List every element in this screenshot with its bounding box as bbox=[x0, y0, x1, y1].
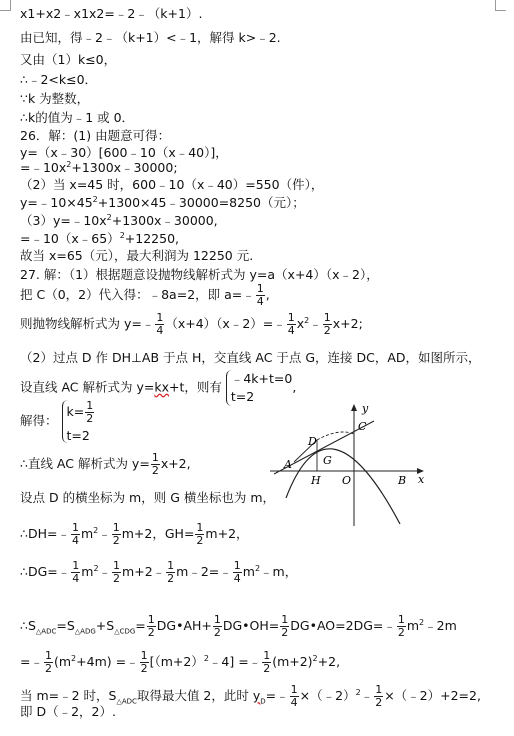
equation-system: k= $\frac{1}{2}$ t=2 bbox=[62, 400, 96, 443]
squiggly-underlined-text: $y_D$ bbox=[252, 688, 266, 706]
fraction: $\frac{1}{2}$ bbox=[147, 613, 155, 639]
text-line: （2）过点 D 作 DH⊥AB 于点 H，交直线 AC 于点 G，连接 DC，AD，如图所示， bbox=[20, 350, 481, 365]
fraction: $\frac{1}{2}$ bbox=[140, 649, 148, 675]
label-b: B bbox=[398, 474, 407, 487]
equation-system: ﹣4k+t=0 t=2 bbox=[226, 370, 293, 406]
page-corner-mark-left bbox=[0, 0, 11, 11]
text-line: 把 C（0，2）代入得：﹣8a=2，即 a=﹣ $\frac{1}{4}$ , bbox=[20, 282, 270, 308]
label-o: O bbox=[342, 474, 352, 487]
text-line: 27. 解：（1）根据题意设抛物线解析式为 y=a（x+4）（x﹣2）， bbox=[20, 267, 379, 282]
fraction: $\frac{1}{2}$ bbox=[397, 613, 405, 639]
label-h: H bbox=[311, 474, 321, 487]
segment-dc bbox=[317, 432, 354, 440]
fraction: $\frac{1}{4}$ bbox=[290, 683, 298, 709]
fraction: $\frac{1}{4}$ bbox=[256, 282, 264, 308]
text-line: ∴k的值为﹣1 或 0． bbox=[20, 110, 135, 125]
fraction: $\frac{1}{2}$ bbox=[196, 521, 204, 547]
label-y: y bbox=[362, 402, 369, 415]
text-line: ∴DG=﹣ $\frac{1}{4}$ $m^2﹣$ $\frac{1}{2}$ m+2﹣ $\frac{1}{2}$ m﹣2=﹣ $\frac{1}{4}$ $m^2﹣m$， bbox=[20, 559, 298, 585]
text-line: $y=﹣10\times 45^2+1300\times 45﹣30000=8250$（元）； bbox=[20, 194, 305, 210]
text-line: 设直线 AC 解析式为 y=kx+t，则有 ﹣4k+t=0 t=2 , bbox=[20, 371, 297, 404]
fraction: $\frac{1}{4}$ bbox=[287, 311, 295, 337]
text-line: y=（x﹣30）[600﹣10（x﹣40）]， bbox=[20, 145, 228, 160]
text-line: 又由（1）k≤0， bbox=[20, 52, 117, 67]
text-line: 解得： k= $\frac{1}{2}$ t=2 bbox=[20, 399, 94, 443]
text-line: $(3)y=﹣10x^2+1300x﹣30000$, bbox=[20, 212, 218, 228]
fraction: $\frac{1}{2}$ bbox=[112, 521, 120, 547]
text-line: =﹣ $\frac{1}{2}$ $(m^2+4m)$ =﹣ $\frac{1}{2}$ $[(m+2)^2﹣4]$ =﹣ $\frac{1}{2}$ $(m+2)^2+2$, bbox=[20, 649, 341, 675]
text-line: 故当 x=65（元），最大利润为 12250 元. bbox=[20, 248, 254, 263]
text-line: ∴直线 AC 解析式为 y= $\frac{1}{2}$ x+2, bbox=[20, 451, 191, 477]
fraction: $\frac{1}{2}$ bbox=[113, 559, 121, 585]
label-a: A bbox=[284, 458, 292, 471]
text-line: ∴﹣2<k≤0． bbox=[20, 72, 98, 87]
text-line: $=﹣10x^2+1300x﹣30000$; bbox=[20, 159, 178, 175]
text-line: 设点 D 的横坐标为 m，则 G 横坐标也为 m， bbox=[20, 490, 276, 505]
text-line: 26．解：(1) 由题意可得： bbox=[20, 128, 171, 143]
fraction: $\frac{1}{2}$ bbox=[213, 613, 221, 639]
fraction: $\frac{1}{2}$ bbox=[281, 613, 289, 639]
fraction: $\frac{1}{2}$ bbox=[86, 399, 94, 425]
text-line: ∴DH=﹣ $\frac{1}{4}$ $m^2﹣$ $\frac{1}{2}$ m+2，GH= $\frac{1}{2}$ m+2， bbox=[20, 521, 249, 547]
page-corner-mark-right bbox=[495, 0, 506, 11]
fraction: $\frac{1}{4}$ bbox=[233, 559, 241, 585]
y-axis-arrow-icon bbox=[351, 404, 357, 411]
fraction: $\frac{1}{4}$ bbox=[72, 559, 80, 585]
text-line: =﹣10（x﹣65）$^2$+12250, bbox=[20, 230, 179, 246]
parabola-figure bbox=[268, 398, 428, 530]
text-line: （2）当 x=45 时，600﹣10（x﹣40）=550（件）， bbox=[20, 177, 324, 192]
fraction: $\frac{1}{2}$ bbox=[151, 451, 159, 477]
label-d: D bbox=[308, 435, 317, 448]
fraction: $\frac{1}{4}$ bbox=[156, 311, 164, 337]
fraction: $\frac{1}{2}$ bbox=[263, 649, 271, 675]
text-line: 当 m=﹣2 时，$S_{\triangle ADC}$取得最大值 2，此时 $y_D=﹣$ $\frac{1}{4}$ ×（﹣2）$^2$﹣ $\frac{1}{2}$ ×（﹣2）+2=2, bbox=[20, 683, 481, 709]
label-g: G bbox=[323, 454, 332, 467]
fraction: $\frac{1}{2}$ bbox=[323, 311, 331, 337]
text-line: ∵k 为整数， bbox=[20, 91, 90, 106]
fraction: $\frac{1}{2}$ bbox=[375, 683, 383, 709]
fraction: $\frac{1}{2}$ bbox=[44, 649, 52, 675]
text-line: x1+x2﹣x1x2=﹣2﹣（k+1）. bbox=[20, 6, 203, 21]
label-x: x bbox=[418, 473, 425, 486]
text-line: 则抛物线解析式为 y=﹣ $\frac{1}{4}$ （x+4）（x﹣2）=﹣ $\frac{1}{4}$ $x^2﹣$ $\frac{1}{2}$ x+2; bbox=[20, 311, 363, 337]
text-line: $\therefore S_{\triangle ADC}=S_{\triangle ADG}+S_{\triangle CDG}=$ $\frac{1}{2}$ DG•AH+ $\frac{1}{2}$ DG•OH= $\frac{1}{2}$ DG•AO=2DG=﹣ $\frac{1}{2}$ $m^2﹣2m$ bbox=[20, 613, 457, 639]
text-line: 由已知，得﹣2﹣（k+1）<﹣1，解得 k>﹣2. bbox=[20, 30, 281, 45]
fraction: $\frac{1}{2}$ bbox=[167, 559, 175, 585]
fraction: $\frac{1}{4}$ bbox=[71, 521, 79, 547]
squiggly-underlined-text: kx bbox=[154, 379, 169, 395]
text-line: 即 D（﹣2，2）. bbox=[20, 704, 116, 719]
label-c: C bbox=[358, 420, 367, 433]
